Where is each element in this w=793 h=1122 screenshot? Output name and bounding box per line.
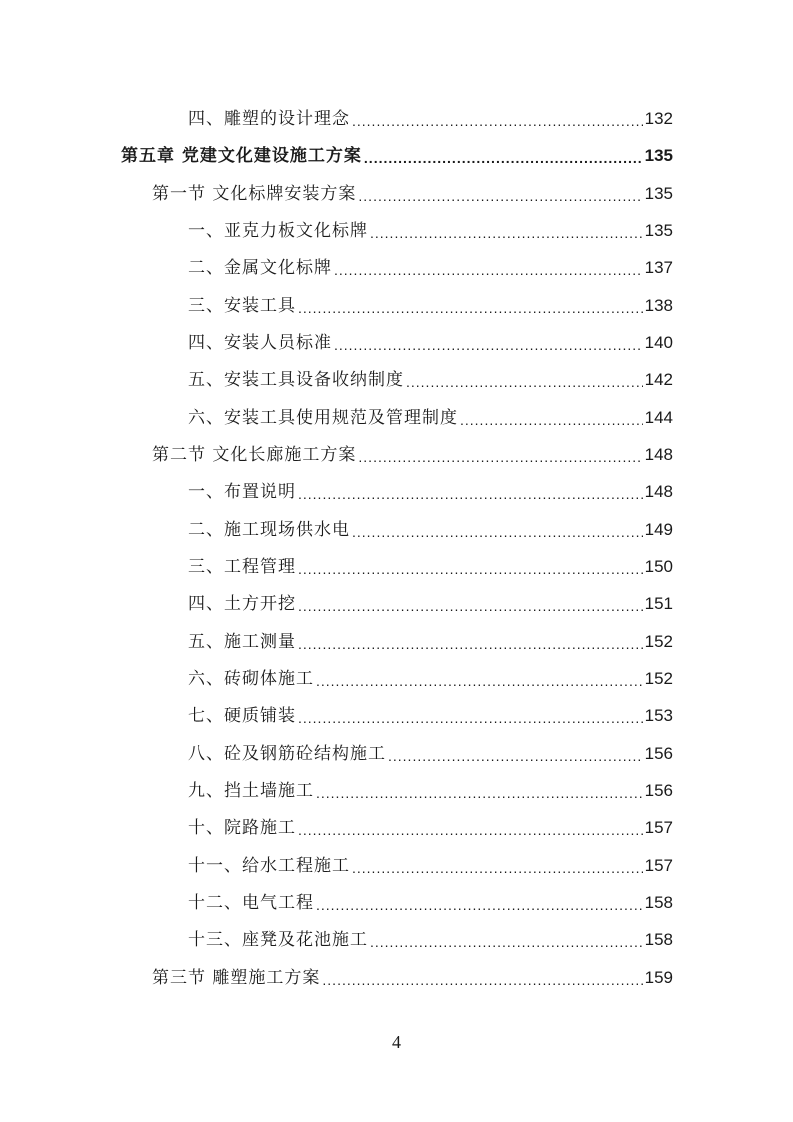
toc-entry-label: 三、工程管理	[188, 557, 296, 577]
dot-leader	[352, 523, 643, 541]
toc-entry-page: 152	[644, 669, 673, 688]
toc-entry[interactable]	[188, 703, 673, 727]
toc-entry-chapter[interactable]	[121, 143, 673, 167]
toc-entry-page: 151	[644, 594, 673, 613]
toc-entry-page: 135	[644, 184, 673, 203]
dot-leader	[370, 933, 643, 951]
toc-entry[interactable]	[188, 255, 673, 279]
toc-entry-page: 150	[644, 557, 673, 576]
dot-leader	[298, 821, 643, 839]
page-number: 4	[392, 1032, 401, 1052]
toc-entry-label: 第五章 党建文化建设施工方案	[121, 146, 362, 166]
toc-entry-label: 十、院路施工	[188, 818, 296, 838]
dot-leader	[298, 485, 643, 503]
toc-entry-page: 140	[644, 333, 673, 352]
dot-leader	[298, 560, 643, 578]
toc-entry-section[interactable]	[152, 965, 673, 989]
toc-entry-label: 六、砖砌体施工	[188, 669, 314, 689]
dot-leader	[322, 971, 642, 989]
toc-entry-page: 138	[644, 296, 673, 315]
toc-entry-label: 六、安装工具使用规范及管理制度	[188, 408, 458, 428]
toc-entry[interactable]	[188, 629, 673, 653]
dot-leader	[358, 187, 642, 205]
toc-entry[interactable]	[188, 815, 673, 839]
dot-leader	[406, 373, 643, 391]
dot-leader	[334, 336, 643, 354]
dot-leader	[298, 709, 643, 727]
toc-entry-page: 135	[644, 146, 673, 165]
toc-entry-page: 152	[644, 632, 673, 651]
toc-entry-section[interactable]	[152, 442, 673, 466]
toc-entry[interactable]	[188, 853, 673, 877]
toc-entry-label: 十二、电气工程	[188, 893, 314, 913]
dot-leader	[298, 635, 643, 653]
dot-leader	[352, 112, 643, 130]
toc-entry[interactable]	[188, 666, 673, 690]
toc-entry[interactable]	[188, 479, 673, 503]
dot-leader	[460, 411, 643, 429]
toc-entry-label: 第三节 雕塑施工方案	[152, 968, 321, 988]
toc-entry-label: 八、砼及钢筋砼结构施工	[188, 744, 386, 764]
toc-entry[interactable]	[188, 218, 673, 242]
toc-entry-page: 135	[644, 221, 673, 240]
toc-entry-label: 四、雕塑的设计理念	[188, 109, 350, 129]
dot-leader	[352, 859, 643, 877]
toc-entry-page: 156	[644, 744, 673, 763]
toc-entry-page: 144	[644, 408, 673, 427]
toc-entry[interactable]	[188, 405, 673, 429]
toc-entry-label: 五、安装工具设备收纳制度	[188, 370, 404, 390]
toc-entry[interactable]	[188, 293, 673, 317]
toc-entry-page: 158	[644, 893, 673, 912]
toc-entry-label: 二、施工现场供水电	[188, 520, 350, 540]
toc-entry-label: 二、金属文化标牌	[188, 258, 332, 278]
dot-leader	[388, 747, 643, 765]
toc-entry[interactable]	[188, 741, 673, 765]
toc-entry-label: 四、安装人员标准	[188, 333, 332, 353]
toc-entry-label: 四、土方开挖	[188, 594, 296, 614]
toc-entry-page: 142	[644, 370, 673, 389]
dot-leader	[316, 896, 643, 914]
toc-entry-label: 三、安装工具	[188, 296, 296, 316]
toc-entry-label: 十三、座凳及花池施工	[188, 930, 368, 950]
toc-entry-page: 158	[644, 930, 673, 949]
toc-entry-label: 十一、给水工程施工	[188, 856, 350, 876]
toc-entry-label: 第二节 文化长廊施工方案	[152, 445, 357, 465]
dot-leader	[334, 261, 643, 279]
toc-entry-page: 156	[644, 781, 673, 800]
toc-entry[interactable]	[188, 517, 673, 541]
toc-entry-page: 149	[644, 520, 673, 539]
toc-entry-page: 148	[644, 482, 673, 501]
toc-entry[interactable]	[188, 554, 673, 578]
toc-entry-page: 148	[644, 445, 673, 464]
toc-entry[interactable]	[188, 778, 673, 802]
toc-entry-label: 一、亚克力板文化标牌	[188, 221, 368, 241]
toc-entry-page: 157	[644, 818, 673, 837]
dot-leader	[316, 672, 643, 690]
toc-entry-section[interactable]	[152, 181, 673, 205]
toc-entry[interactable]	[188, 106, 673, 130]
toc-entry-page: 137	[644, 258, 673, 277]
toc-entry-page: 159	[644, 968, 673, 987]
toc-entry-page: 157	[644, 856, 673, 875]
toc-entry-label: 第一节 文化标牌安装方案	[152, 184, 357, 204]
toc-entry[interactable]	[188, 890, 673, 914]
dot-leader	[316, 784, 643, 802]
toc-entry-label: 九、挡土墙施工	[188, 781, 314, 801]
toc-entry[interactable]	[188, 330, 673, 354]
toc-entry-page: 153	[644, 706, 673, 725]
dot-leader	[358, 448, 642, 466]
toc-entry-label: 五、施工测量	[188, 632, 296, 652]
toc-entry[interactable]	[188, 367, 673, 391]
dot-leader	[364, 149, 643, 167]
dot-leader	[370, 224, 643, 242]
toc-entry[interactable]	[188, 591, 673, 615]
dot-leader	[298, 597, 643, 615]
toc-entry[interactable]	[188, 927, 673, 951]
toc-entry-label: 七、硬质铺装	[188, 706, 296, 726]
toc-entry-page: 132	[644, 109, 673, 128]
toc-entry-label: 一、布置说明	[188, 482, 296, 502]
dot-leader	[298, 299, 643, 317]
